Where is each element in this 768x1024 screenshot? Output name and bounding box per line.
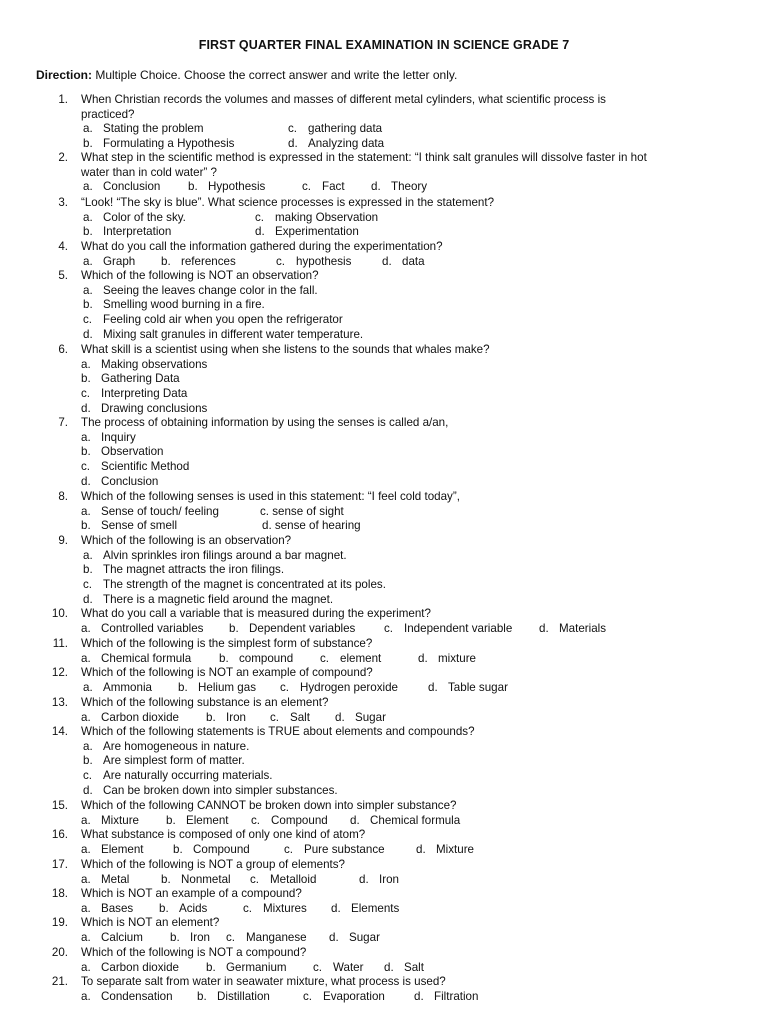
option-letter: c.: [255, 210, 265, 224]
option-letter: a.: [81, 621, 91, 635]
option-text: Observation: [101, 445, 164, 459]
answer-option: [83, 180, 160, 194]
option-letter: b.: [166, 813, 176, 827]
answer-option: [188, 180, 265, 194]
answer-option: [428, 681, 508, 695]
option-text: Feeling cold air when you open the refrigerator: [103, 313, 343, 327]
option-text: d. sense of hearing: [262, 519, 361, 533]
option-text: Calcium: [101, 930, 143, 944]
answer-option: [197, 990, 270, 1004]
option-text: Sense of smell: [101, 519, 178, 533]
answer-option: [173, 843, 250, 857]
answer-option: [161, 255, 236, 269]
option-letter: b.: [83, 298, 93, 312]
answer-option: [81, 387, 187, 401]
option-text: references: [181, 254, 236, 268]
option-letter: c.: [384, 621, 394, 635]
answer-option: [81, 475, 158, 489]
option-text: Nonmetal: [181, 872, 231, 886]
answer-option: [83, 284, 318, 298]
option-letter: b.: [161, 254, 171, 268]
answer-option: [81, 961, 179, 975]
option-text: Smelling wood burning in a fire.: [103, 298, 265, 312]
option-letter: a.: [81, 813, 91, 827]
answer-option: [178, 681, 256, 695]
option-text: hypothesis: [296, 254, 352, 268]
option-letter: d.: [384, 960, 394, 974]
option-letter: d.: [288, 137, 298, 151]
question-text: Which of the following is NOT a compound?: [81, 946, 307, 959]
option-letter: a.: [81, 960, 91, 974]
answer-option: [313, 961, 364, 975]
question-text: When Christian records the volumes and masses of different metal cylinders, what scientific process is: [81, 93, 606, 106]
answer-option: [303, 990, 385, 1004]
option-text: mixture: [438, 651, 477, 665]
answer-option: [384, 961, 424, 975]
option-text: compound: [239, 651, 294, 665]
option-letter: c.: [303, 989, 313, 1003]
answer-option: [83, 211, 186, 225]
exam-title: FIRST QUARTER FINAL EXAMINATION IN SCIENCE GRADE 7: [198, 38, 570, 52]
option-text: Experimentation: [275, 225, 359, 239]
answer-option: [350, 814, 460, 828]
option-text: There is a magnetic field around the magnet.: [103, 592, 334, 606]
option-text: Hydrogen peroxide: [300, 680, 398, 694]
answer-option: [81, 431, 136, 445]
question-text: Which of the following is the simplest form of substance?: [81, 637, 373, 650]
question-number: 10.: [51, 607, 68, 620]
option-text: Chemical formula: [101, 651, 192, 665]
question-number: 20.: [51, 946, 68, 959]
answer-option: [539, 622, 606, 636]
answer-option: [226, 931, 307, 945]
question-text: Which is NOT an example of a compound?: [81, 887, 302, 900]
answer-option: [81, 931, 143, 945]
answer-option: [83, 740, 249, 754]
option-letter: b.: [81, 519, 91, 533]
option-text: Element: [186, 813, 229, 827]
answer-option: [206, 711, 246, 725]
answer-option: [331, 902, 399, 916]
answer-option: [83, 122, 204, 136]
option-letter: c.: [83, 578, 93, 592]
question-number: 21.: [51, 975, 68, 988]
answer-option: [83, 298, 265, 312]
answer-option: [83, 549, 347, 563]
question-number: 11.: [52, 637, 68, 650]
question-text: Which of the following CANNOT be broken down into simpler substance?: [81, 799, 457, 812]
option-text: Interpretation: [103, 225, 172, 239]
question-number: 5.: [58, 269, 68, 282]
option-letter: b.: [173, 842, 183, 856]
option-letter: c.: [320, 651, 330, 665]
answer-option: [255, 225, 359, 239]
question-text: Which of the following is NOT an observation?: [81, 269, 319, 282]
option-text: Conclusion: [101, 474, 159, 488]
answer-option: [81, 902, 133, 916]
question-number: 14.: [51, 725, 68, 738]
option-text: Helium gas: [198, 680, 256, 694]
option-letter: a.: [83, 122, 93, 136]
option-letter: a.: [81, 842, 91, 856]
option-letter: d.: [414, 989, 424, 1003]
option-text: Filtration: [434, 989, 479, 1003]
option-text: Manganese: [246, 930, 307, 944]
option-text: Mixture: [101, 813, 140, 827]
answer-option: [229, 622, 355, 636]
option-letter: b.: [178, 680, 188, 694]
option-letter: d.: [371, 180, 381, 194]
option-text: c. sense of sight: [260, 504, 344, 518]
option-text: Stating the problem: [103, 122, 204, 136]
option-text: Acids: [179, 901, 208, 915]
option-letter: b.: [188, 180, 198, 194]
option-letter: d.: [359, 872, 369, 886]
option-text: Elements: [351, 901, 400, 915]
option-text: Scientific Method: [101, 460, 190, 474]
answer-option: [335, 711, 386, 725]
answer-option: [83, 769, 272, 783]
question-number: 2.: [58, 151, 68, 164]
option-text: Metal: [101, 872, 130, 886]
option-text: Alvin sprinkles iron filings around a bar magnet.: [103, 548, 347, 562]
option-letter: a.: [83, 680, 93, 694]
option-letter: d.: [83, 783, 93, 797]
question-text: Which is NOT an element?: [81, 916, 220, 929]
option-text: Distillation: [217, 989, 270, 1003]
answer-option: [288, 137, 384, 151]
question-text: What do you call a variable that is measured during the experiment?: [81, 607, 431, 620]
option-text: element: [340, 651, 382, 665]
question-text: water than in cold water” ?: [81, 165, 217, 179]
option-text: Interpreting Data: [101, 387, 188, 401]
option-text: Bases: [101, 901, 134, 915]
question-number: 12.: [51, 666, 68, 679]
option-text: Materials: [559, 621, 607, 635]
option-letter: d.: [329, 930, 339, 944]
answer-option: [83, 225, 171, 239]
answer-option: [81, 372, 180, 386]
option-letter: a.: [81, 872, 91, 886]
option-letter: a.: [81, 989, 91, 1003]
option-text: Table sugar: [448, 680, 508, 694]
answer-option: [418, 652, 476, 666]
option-letter: c.: [284, 842, 294, 856]
option-text: Chemical formula: [370, 813, 461, 827]
question-text: Which of the following is NOT an example of compound?: [81, 666, 373, 679]
option-letter: b.: [206, 960, 216, 974]
question-number: 19.: [51, 916, 68, 929]
question-number: 16.: [51, 828, 68, 841]
option-text: data: [402, 254, 425, 268]
option-letter: d.: [81, 401, 91, 415]
option-letter: c.: [83, 313, 93, 327]
answer-option: [170, 931, 210, 945]
option-text: The magnet attracts the iron filings.: [103, 563, 285, 577]
option-text: Graph: [103, 254, 136, 268]
question-text: practiced?: [81, 107, 135, 121]
option-letter: d.: [418, 651, 428, 665]
question-text: What do you call the information gathered during the experimentation?: [81, 240, 443, 253]
option-text: Compound: [271, 813, 328, 827]
option-text: Are simplest form of matter.: [103, 754, 245, 768]
option-letter: a.: [81, 710, 91, 724]
question-text: To separate salt from water in seawater mixture, what process is used?: [81, 975, 446, 988]
option-text: Iron: [226, 710, 246, 724]
question-text: What step in the scientific method is expressed in the statement: “I think salt granules will dissolve faster in hot: [81, 151, 647, 164]
option-text: gathering data: [308, 122, 383, 136]
question-number: 18.: [51, 887, 68, 900]
option-letter: a.: [81, 651, 91, 665]
option-text: Analyzing data: [308, 137, 385, 151]
option-text: Evaporation: [323, 989, 385, 1003]
answer-option: [81, 814, 139, 828]
answer-option: [83, 255, 135, 269]
answer-option: [159, 902, 207, 916]
answer-option: [81, 873, 129, 887]
answer-option: [219, 652, 293, 666]
answer-option: [81, 990, 173, 1004]
option-letter: d.: [350, 813, 360, 827]
answer-option: [81, 652, 191, 666]
answer-option: [416, 843, 474, 857]
answer-option: [288, 122, 382, 136]
answer-option: [81, 622, 203, 636]
option-text: making Observation: [275, 210, 379, 224]
option-letter: b.: [229, 621, 239, 635]
option-letter: c.: [226, 930, 236, 944]
option-letter: b.: [170, 930, 180, 944]
option-letter: c.: [302, 180, 312, 194]
option-text: Element: [101, 842, 144, 856]
option-letter: a.: [83, 283, 93, 297]
answer-option: [81, 358, 207, 372]
answer-option: [83, 563, 284, 577]
option-letter: b.: [219, 651, 229, 665]
answer-option: [250, 873, 316, 887]
answer-option: [83, 754, 245, 768]
option-letter: c.: [251, 813, 261, 827]
option-letter: c.: [270, 710, 280, 724]
option-text: Pure substance: [304, 842, 385, 856]
option-text: Carbon dioxide: [101, 710, 179, 724]
option-text: Iron: [379, 872, 399, 886]
option-letter: c.: [81, 460, 91, 474]
option-text: Independent variable: [404, 621, 513, 635]
option-letter: b.: [83, 137, 93, 151]
option-text: Condensation: [101, 989, 173, 1003]
option-letter: b.: [83, 754, 93, 768]
option-letter: c.: [81, 387, 91, 401]
answer-option: [161, 873, 231, 887]
option-text: Ammonia: [103, 680, 152, 694]
answer-option: [83, 328, 363, 342]
option-text: Making observations: [101, 357, 208, 371]
option-text: The strength of the magnet is concentrated at its poles.: [103, 578, 386, 592]
answer-option: [384, 622, 512, 636]
option-text: Sugar: [355, 710, 386, 724]
question-text: Which of the following is an observation?: [81, 534, 292, 547]
answer-option: [359, 873, 399, 887]
answer-option: [81, 445, 164, 459]
option-letter: d.: [81, 474, 91, 488]
option-text: Mixing salt granules in different water temperature.: [103, 327, 364, 341]
option-letter: a.: [83, 254, 93, 268]
option-text: Compound: [193, 842, 250, 856]
option-letter: a.: [83, 210, 93, 224]
option-text: Theory: [391, 180, 428, 194]
option-letter: c.: [243, 901, 253, 915]
question-number: 1.: [58, 93, 68, 106]
option-text: Salt: [404, 960, 424, 974]
option-letter: a.: [83, 739, 93, 753]
option-letter: d.: [331, 901, 341, 915]
option-text: Dependent variables: [249, 621, 356, 635]
option-letter: d.: [255, 225, 265, 239]
option-letter: d.: [416, 842, 426, 856]
answer-option: [243, 902, 307, 916]
question-number: 13.: [51, 696, 68, 709]
option-text: Carbon dioxide: [101, 960, 179, 974]
option-letter: a.: [81, 930, 91, 944]
answer-option: [382, 255, 425, 269]
direction-label: Direction:: [36, 68, 93, 82]
question-number: 17.: [51, 858, 68, 871]
question-number: 8.: [58, 490, 68, 503]
option-text: Germanium: [226, 960, 287, 974]
option-text: Mixtures: [263, 901, 307, 915]
option-text: Fact: [322, 180, 345, 194]
option-text: Controlled variables: [101, 621, 204, 635]
answer-option: [255, 211, 378, 225]
answer-option: [284, 843, 385, 857]
option-text: Hypothesis: [208, 180, 266, 194]
answer-option: [262, 519, 361, 533]
question-text: Which of the following senses is used in this statement: “I feel cold today”,: [81, 490, 460, 503]
question-text: Which of the following statements is TRUE about elements and compounds?: [81, 725, 475, 738]
answer-option: [81, 505, 219, 519]
answer-option: [371, 180, 427, 194]
question-number: 4.: [58, 240, 68, 253]
answer-option: [83, 137, 234, 151]
question-text: The process of obtaining information by using the senses is called a/an,: [81, 416, 449, 429]
option-letter: d.: [335, 710, 345, 724]
question-number: 6.: [58, 343, 68, 356]
option-text: Sugar: [349, 930, 380, 944]
option-letter: c.: [280, 680, 290, 694]
answer-option: [81, 519, 177, 533]
option-text: Seeing the leaves change color in the fall.: [103, 283, 318, 297]
option-letter: d.: [83, 327, 93, 341]
option-text: Salt: [290, 710, 310, 724]
option-text: Gathering Data: [101, 372, 180, 386]
option-text: Are naturally occurring materials.: [103, 769, 273, 783]
option-letter: d.: [382, 254, 392, 268]
option-letter: a.: [83, 180, 93, 194]
answer-option: [414, 990, 478, 1004]
answer-option: [83, 784, 338, 798]
option-text: Metalloid: [270, 872, 317, 886]
option-text: Inquiry: [101, 430, 136, 444]
option-letter: d.: [83, 592, 93, 606]
direction-text: [36, 68, 457, 82]
answer-option: [206, 961, 287, 975]
option-text: Conclusion: [103, 180, 161, 194]
option-text: Mixture: [436, 842, 475, 856]
answer-option: [83, 578, 386, 592]
answer-option: [251, 814, 328, 828]
option-letter: b.: [206, 710, 216, 724]
answer-option: [83, 593, 333, 607]
option-letter: b.: [161, 872, 171, 886]
answer-option: [276, 255, 351, 269]
option-text: Can be broken down into simpler substances.: [103, 783, 338, 797]
answer-option: [270, 711, 310, 725]
question-text: Which of the following substance is an element?: [81, 696, 329, 709]
option-text: Iron: [190, 930, 210, 944]
answer-option: [329, 931, 380, 945]
answer-option: [302, 180, 345, 194]
option-letter: a.: [81, 504, 91, 518]
question-number: 7.: [58, 416, 68, 429]
option-letter: c.: [83, 769, 93, 783]
option-letter: c.: [250, 872, 260, 886]
answer-option: [83, 681, 152, 695]
option-letter: d.: [539, 621, 549, 635]
option-letter: a.: [81, 901, 91, 915]
option-letter: b.: [197, 989, 207, 1003]
answer-option: [81, 402, 207, 416]
option-text: Water: [333, 960, 364, 974]
answer-option: [81, 843, 144, 857]
answer-option: [260, 505, 344, 519]
option-text: Sense of touch/ feeling: [101, 504, 219, 518]
answer-option: [81, 711, 179, 725]
option-text: Drawing conclusions: [101, 401, 208, 415]
question-text: Which of the following is NOT a group of elements?: [81, 858, 345, 871]
direction-body: Multiple Choice. Choose the correct answer and write the letter only.: [92, 68, 458, 82]
option-letter: c.: [276, 254, 286, 268]
question-number: 9.: [58, 534, 68, 547]
option-letter: c.: [313, 960, 323, 974]
answer-option: [166, 814, 229, 828]
option-letter: c.: [288, 122, 298, 136]
answer-option: [81, 460, 189, 474]
question-text: What substance is composed of only one kind of atom?: [81, 828, 366, 841]
answer-option: [83, 313, 343, 327]
option-letter: b.: [83, 563, 93, 577]
answer-option: [320, 652, 381, 666]
option-letter: b.: [81, 445, 91, 459]
question-text: “Look! “The sky is blue”. What science processes is expressed in the statement?: [81, 196, 495, 209]
option-text: Color of the sky.: [103, 210, 186, 224]
option-letter: a.: [81, 357, 91, 371]
answer-option: [280, 681, 398, 695]
option-text: Formulating a Hypothesis: [103, 137, 235, 151]
option-letter: b.: [81, 372, 91, 386]
option-letter: d.: [428, 680, 438, 694]
question-number: 3.: [58, 196, 68, 209]
option-letter: b.: [83, 225, 93, 239]
option-text: Are homogeneous in nature.: [103, 739, 250, 753]
option-letter: b.: [159, 901, 169, 915]
option-letter: a.: [81, 430, 91, 444]
option-letter: a.: [83, 548, 93, 562]
question-number: 15.: [51, 799, 68, 812]
question-text: What skill is a scientist using when she listens to the sounds that whales make?: [81, 343, 490, 356]
